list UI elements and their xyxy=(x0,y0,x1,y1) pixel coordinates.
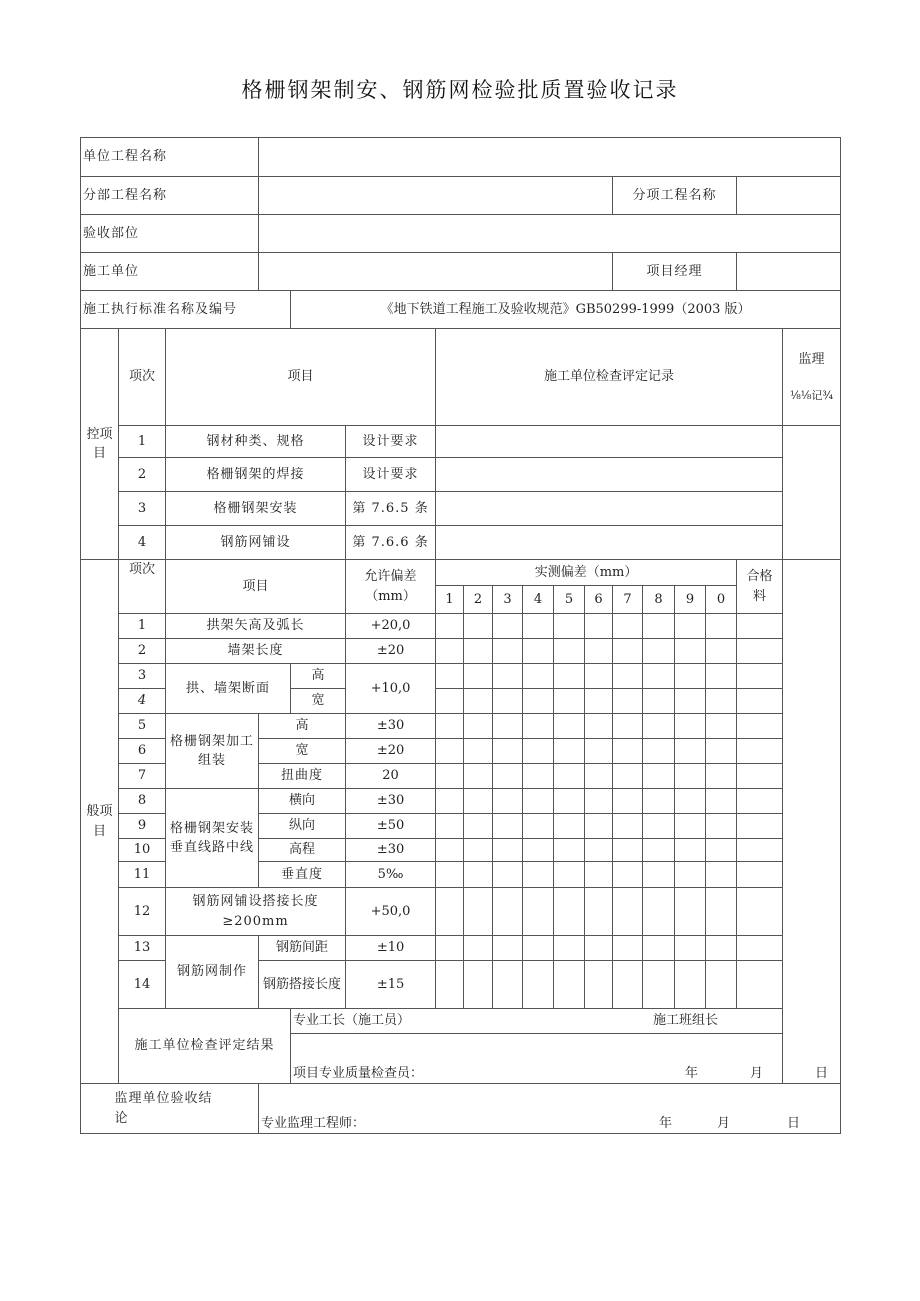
measure-cell[interactable] xyxy=(675,814,706,839)
measure-cell[interactable] xyxy=(523,614,554,639)
pass-cell[interactable] xyxy=(737,936,783,961)
measure-cell[interactable] xyxy=(643,764,675,789)
measure-cell[interactable] xyxy=(675,789,706,814)
measure-cell[interactable] xyxy=(436,862,464,888)
main-control-section-text: 控项目 xyxy=(86,426,113,461)
measure-cell[interactable] xyxy=(554,664,585,689)
measure-cell[interactable] xyxy=(464,961,493,1009)
main-row-requirement: 设计要求 xyxy=(346,426,436,458)
measure-cell[interactable] xyxy=(493,614,523,639)
measure-cell[interactable] xyxy=(523,664,554,689)
measure-cell[interactable] xyxy=(613,739,643,764)
measure-cell[interactable] xyxy=(554,862,585,888)
general-col-pass xyxy=(737,560,783,614)
general-col-item: 项目 xyxy=(166,560,346,614)
measure-cell[interactable] xyxy=(613,888,643,936)
pass-cell[interactable] xyxy=(737,961,783,1009)
measure-col-6: 6 xyxy=(585,586,613,614)
pass-cell[interactable] xyxy=(737,862,783,888)
quality-inspector-row[interactable] xyxy=(291,1034,841,1084)
main-control-col-item: 项目 xyxy=(166,329,436,426)
general-row xyxy=(81,888,841,936)
measure-cell[interactable] xyxy=(436,689,464,714)
measure-cell[interactable] xyxy=(436,714,464,739)
general-row-group: 拱、墙架断面 xyxy=(166,664,291,714)
measure-cell[interactable] xyxy=(613,789,643,814)
measure-cell[interactable] xyxy=(643,664,675,689)
measure-cell[interactable] xyxy=(436,839,464,862)
general-row-tolerance: 20 xyxy=(346,764,436,789)
pass-cell[interactable] xyxy=(737,764,783,789)
measure-cell[interactable] xyxy=(643,689,675,714)
general-row-group xyxy=(166,789,259,888)
measure-cell[interactable] xyxy=(554,689,585,714)
date-day: 日 xyxy=(787,1115,801,1131)
measure-cell[interactable] xyxy=(554,961,585,1009)
general-row-tolerance: ±30 xyxy=(346,789,436,814)
general-row-sub: 宽 xyxy=(259,739,346,764)
general-row-group: 钢筋网制作 xyxy=(166,936,259,1009)
measure-cell[interactable] xyxy=(523,764,554,789)
supervision-label xyxy=(81,1084,259,1134)
measure-cell[interactable] xyxy=(436,614,464,639)
record-table xyxy=(80,137,841,1134)
general-row-tolerance: ±10 xyxy=(346,936,436,961)
measure-cell[interactable] xyxy=(493,814,523,839)
general-row-group-text: 格栅钢架加工组装 xyxy=(170,733,255,768)
main-control-col-supervision xyxy=(783,329,841,426)
measure-cell[interactable] xyxy=(523,839,554,862)
acceptance-part-label: 验收部位 xyxy=(81,215,259,253)
general-row-no: 7 xyxy=(119,764,166,789)
measure-cell[interactable] xyxy=(585,936,613,961)
construction-unit-field[interactable] xyxy=(259,253,613,291)
measure-cell[interactable] xyxy=(464,814,493,839)
measure-cell[interactable] xyxy=(493,862,523,888)
measure-cell[interactable] xyxy=(585,714,613,739)
pass-cell[interactable] xyxy=(737,814,783,839)
measure-cell[interactable] xyxy=(464,936,493,961)
measure-cell[interactable] xyxy=(493,936,523,961)
measure-cell[interactable] xyxy=(436,936,464,961)
measure-cell[interactable] xyxy=(675,764,706,789)
supervision-engineer-label: 专业监理工程师： xyxy=(261,1115,366,1131)
measure-cell[interactable] xyxy=(706,714,737,739)
measure-cell[interactable] xyxy=(464,862,493,888)
measure-cell[interactable] xyxy=(436,664,464,689)
main-control-col-record: 施工单位检查评定记录 xyxy=(436,329,783,426)
measure-cell[interactable] xyxy=(523,888,554,936)
general-col-index: 项次 xyxy=(119,560,166,614)
measure-cell[interactable] xyxy=(585,764,613,789)
measure-cell[interactable] xyxy=(554,789,585,814)
general-row-tolerance: ±30 xyxy=(346,839,436,862)
measure-cell[interactable] xyxy=(436,888,464,936)
measure-cell[interactable] xyxy=(675,614,706,639)
measure-cell[interactable] xyxy=(706,639,737,664)
measure-cell[interactable] xyxy=(706,739,737,764)
general-row-no: 11 xyxy=(119,862,166,888)
general-row-sub: 高 xyxy=(291,664,346,689)
general-supervision-field[interactable] xyxy=(783,560,841,1084)
general-row-no: 12 xyxy=(119,888,166,936)
general-row-sub: 垂直度 xyxy=(259,862,346,888)
main-control-section-label xyxy=(81,329,119,560)
general-section-text: 般项目 xyxy=(86,804,113,839)
measure-cell[interactable] xyxy=(613,936,643,961)
general-row-no: 14 xyxy=(119,961,166,1009)
measure-cell[interactable] xyxy=(523,936,554,961)
measure-cell[interactable] xyxy=(706,888,737,936)
measure-cell[interactable] xyxy=(643,639,675,664)
subitem-project-label: 分项工程名称 xyxy=(613,177,737,215)
general-row xyxy=(81,614,841,639)
main-row-item: 钢材种类、规格 xyxy=(166,426,346,458)
general-row-tolerance: ±15 xyxy=(346,961,436,1009)
measure-cell[interactable] xyxy=(675,888,706,936)
general-row-no: 13 xyxy=(119,936,166,961)
measure-col-2: 2 xyxy=(464,586,493,614)
main-row-record-field[interactable] xyxy=(436,458,783,492)
pass-cell[interactable] xyxy=(737,789,783,814)
pass-cell[interactable] xyxy=(737,639,783,664)
measure-cell[interactable] xyxy=(706,664,737,689)
supervision-line2: ⅛⅛记¾ xyxy=(790,388,834,402)
measure-cell[interactable] xyxy=(643,839,675,862)
supervision-text: 监理单位验收结论 xyxy=(114,1091,213,1126)
measure-cell[interactable] xyxy=(436,739,464,764)
general-row-sub: 高 xyxy=(259,714,346,739)
general-row-tolerance: 5‰ xyxy=(346,862,436,888)
date-day: 日 xyxy=(815,1065,829,1081)
measure-cell[interactable] xyxy=(464,839,493,862)
general-row-tolerance: +20,0 xyxy=(346,614,436,639)
main-row-record-field[interactable] xyxy=(436,426,783,458)
measure-cell[interactable] xyxy=(464,664,493,689)
measure-cell[interactable] xyxy=(554,888,585,936)
measure-cell[interactable] xyxy=(493,888,523,936)
measure-cell[interactable] xyxy=(493,739,523,764)
general-row-sub: 纵向 xyxy=(259,814,346,839)
measure-col-1: 1 xyxy=(436,586,464,614)
measure-cell[interactable] xyxy=(523,789,554,814)
measure-cell[interactable] xyxy=(493,639,523,664)
general-row-no: 5 xyxy=(119,714,166,739)
measure-col-4: 4 xyxy=(523,586,554,614)
measure-cell[interactable] xyxy=(585,839,613,862)
measure-cell[interactable] xyxy=(675,664,706,689)
measure-cell[interactable] xyxy=(675,839,706,862)
main-row-no: 3 xyxy=(119,492,166,526)
pass-cell[interactable] xyxy=(737,839,783,862)
date-year: 年 xyxy=(659,1115,673,1131)
general-row-no: 2 xyxy=(119,639,166,664)
measure-col-9: 9 xyxy=(675,586,706,614)
measure-cell[interactable] xyxy=(675,961,706,1009)
main-row-record-field[interactable] xyxy=(436,492,783,526)
measure-cell[interactable] xyxy=(554,814,585,839)
date-month: 月 xyxy=(750,1065,764,1081)
standard-value: 《地下铁道工程施工及验收规范》GB50299-1999（2003 版） xyxy=(291,291,841,329)
general-row xyxy=(81,714,841,739)
general-row-no: 8 xyxy=(119,789,166,814)
main-row-requirement: 设计要求 xyxy=(346,458,436,492)
main-row-no: 2 xyxy=(119,458,166,492)
supervision-line1: 监理 xyxy=(798,352,825,367)
general-row-tolerance: +50,0 xyxy=(346,888,436,936)
pass-cell[interactable] xyxy=(737,739,783,764)
measure-cell[interactable] xyxy=(554,764,585,789)
measure-cell[interactable] xyxy=(523,862,554,888)
measure-cell[interactable] xyxy=(436,639,464,664)
date-year: 年 xyxy=(685,1065,699,1081)
measure-cell[interactable] xyxy=(613,839,643,862)
measure-cell[interactable] xyxy=(613,714,643,739)
pass-cell[interactable] xyxy=(737,614,783,639)
measure-cell[interactable] xyxy=(613,862,643,888)
measure-col-7: 7 xyxy=(613,586,643,614)
unit-project-field[interactable] xyxy=(259,138,841,177)
measure-cell[interactable] xyxy=(643,789,675,814)
measure-cell[interactable] xyxy=(706,814,737,839)
measure-cell[interactable] xyxy=(554,936,585,961)
measure-cell[interactable] xyxy=(585,789,613,814)
general-row-no: 10 xyxy=(119,839,166,862)
measure-cell[interactable] xyxy=(585,888,613,936)
measure-cell[interactable] xyxy=(493,689,523,714)
general-row-sub-text: 钢筋搭接长度 xyxy=(263,976,342,992)
measure-cell[interactable] xyxy=(643,814,675,839)
measure-cell[interactable] xyxy=(706,614,737,639)
measure-cell[interactable] xyxy=(613,764,643,789)
measure-cell[interactable] xyxy=(675,714,706,739)
general-row-tolerance: ±50 xyxy=(346,814,436,839)
measure-cell[interactable] xyxy=(523,714,554,739)
measure-cell[interactable] xyxy=(436,789,464,814)
quality-inspector-label: 项目专业质量检查员： xyxy=(293,1065,424,1081)
measure-cell[interactable] xyxy=(643,888,675,936)
measure-cell[interactable] xyxy=(585,961,613,1009)
measure-cell[interactable] xyxy=(585,739,613,764)
general-row-no: 4 xyxy=(119,689,166,714)
measure-cell[interactable] xyxy=(464,888,493,936)
main-row-item: 格栅钢架的焊接 xyxy=(166,458,346,492)
division-project-field[interactable] xyxy=(259,177,613,215)
measure-cell[interactable] xyxy=(706,862,737,888)
measure-cell[interactable] xyxy=(554,639,585,664)
measure-col-5: 5 xyxy=(554,586,585,614)
general-row-sub: 宽 xyxy=(291,689,346,714)
measure-cell[interactable] xyxy=(613,614,643,639)
measure-cell[interactable] xyxy=(675,936,706,961)
measure-cell[interactable] xyxy=(675,639,706,664)
project-manager-label: 项目经理 xyxy=(613,253,737,291)
general-col-tolerance: 允许偏差（mm） xyxy=(346,560,436,614)
measure-cell[interactable] xyxy=(523,961,554,1009)
general-row-group-text: 格栅钢架安装垂直线路中线 xyxy=(170,820,255,855)
measure-cell[interactable] xyxy=(493,789,523,814)
measure-cell[interactable] xyxy=(585,689,613,714)
measure-cell[interactable] xyxy=(493,664,523,689)
acceptance-part-field[interactable] xyxy=(259,215,841,253)
measure-cell[interactable] xyxy=(675,862,706,888)
team-leader-label: 施工班组长 xyxy=(653,1013,719,1029)
general-row-tolerance: ±20 xyxy=(346,739,436,764)
general-col-pass-text: 合格料 xyxy=(746,569,773,604)
general-row-tolerance: ±20 xyxy=(346,639,436,664)
measure-cell[interactable] xyxy=(585,862,613,888)
general-row-sub: 扭曲度 xyxy=(259,764,346,789)
measure-cell[interactable] xyxy=(523,639,554,664)
subitem-project-field[interactable] xyxy=(737,177,841,215)
general-row-tolerance: ±30 xyxy=(346,714,436,739)
measure-cell[interactable] xyxy=(675,689,706,714)
measure-cell[interactable] xyxy=(464,789,493,814)
measure-cell[interactable] xyxy=(613,639,643,664)
measure-cell[interactable] xyxy=(585,639,613,664)
measure-cell[interactable] xyxy=(643,961,675,1009)
measure-cell[interactable] xyxy=(706,689,737,714)
division-project-label: 分部工程名称 xyxy=(81,177,259,215)
measure-cell[interactable] xyxy=(436,961,464,1009)
general-row xyxy=(81,639,841,664)
measure-cell[interactable] xyxy=(613,814,643,839)
foreman-label: 专业工长（施工员） xyxy=(293,1013,411,1029)
general-row-sub: 高程 xyxy=(259,839,346,862)
measure-cell[interactable] xyxy=(554,714,585,739)
measure-cell[interactable] xyxy=(464,764,493,789)
general-row-no: 9 xyxy=(119,814,166,839)
measure-cell[interactable] xyxy=(706,961,737,1009)
measure-cell[interactable] xyxy=(493,961,523,1009)
standard-label: 施工执行标准名称及编号 xyxy=(81,291,291,329)
measure-cell[interactable] xyxy=(585,814,613,839)
foreman-row[interactable] xyxy=(291,1009,841,1034)
measure-cell[interactable] xyxy=(643,936,675,961)
general-row-item: 拱架矢高及弧长 xyxy=(166,614,346,639)
measure-cell[interactable] xyxy=(585,664,613,689)
pass-cell[interactable] xyxy=(737,714,783,739)
pass-cell[interactable] xyxy=(737,689,783,714)
general-row-group xyxy=(166,714,259,789)
measure-cell[interactable] xyxy=(643,714,675,739)
general-section-label xyxy=(81,560,119,1084)
main-row-no: 1 xyxy=(119,426,166,458)
date-month: 月 xyxy=(717,1115,731,1131)
measure-cell[interactable] xyxy=(464,614,493,639)
measure-cell[interactable] xyxy=(464,639,493,664)
general-row-no: 6 xyxy=(119,739,166,764)
general-col-measured: 实测偏差（mm） xyxy=(436,560,737,586)
measure-cell[interactable] xyxy=(554,839,585,862)
general-row-sub xyxy=(259,961,346,1009)
general-row xyxy=(81,936,841,961)
measure-cell[interactable] xyxy=(493,839,523,862)
measure-cell[interactable] xyxy=(464,689,493,714)
measure-cell[interactable] xyxy=(643,739,675,764)
inspection-record-form xyxy=(80,137,840,1134)
measure-cell[interactable] xyxy=(613,689,643,714)
main-row-item: 钢筋网铺设 xyxy=(166,526,346,560)
main-supervision-field[interactable] xyxy=(783,426,841,560)
main-row-item: 格栅钢架安装 xyxy=(166,492,346,526)
general-row xyxy=(81,789,841,814)
main-row-no: 4 xyxy=(119,526,166,560)
measure-cell[interactable] xyxy=(613,664,643,689)
contractor-result-text: 施工单位检查评定结果 xyxy=(134,1038,275,1054)
measure-cell[interactable] xyxy=(675,739,706,764)
general-row-sub: 横向 xyxy=(259,789,346,814)
measure-cell[interactable] xyxy=(554,739,585,764)
project-manager-field[interactable] xyxy=(737,253,841,291)
unit-project-label: 单位工程名称 xyxy=(81,138,259,177)
measure-col-10: 0 xyxy=(706,586,737,614)
general-row-item xyxy=(166,888,346,936)
measure-cell[interactable] xyxy=(464,739,493,764)
general-row xyxy=(81,664,841,689)
general-row-sub: 钢筋间距 xyxy=(259,936,346,961)
measure-col-8: 8 xyxy=(643,586,675,614)
general-row-no: 3 xyxy=(119,664,166,689)
measure-cell[interactable] xyxy=(523,689,554,714)
measure-cell[interactable] xyxy=(643,614,675,639)
page-title: 格栅钢架制安、钢筋网检验批质置验收记录 xyxy=(241,78,679,102)
measure-cell[interactable] xyxy=(643,862,675,888)
measure-cell[interactable] xyxy=(613,961,643,1009)
measure-cell[interactable] xyxy=(706,936,737,961)
measure-col-3: 3 xyxy=(493,586,523,614)
measure-cell[interactable] xyxy=(493,714,523,739)
main-row-record-field[interactable] xyxy=(436,526,783,560)
supervision-engineer-row[interactable] xyxy=(259,1084,841,1134)
main-control-col-index: 项次 xyxy=(119,329,166,426)
measure-cell[interactable] xyxy=(464,714,493,739)
measure-cell[interactable] xyxy=(706,789,737,814)
measure-cell[interactable] xyxy=(585,614,613,639)
main-row-requirement: 第 7.6.6 条 xyxy=(346,526,436,560)
pass-cell[interactable] xyxy=(737,888,783,936)
general-row-item: 墙架长度 xyxy=(166,639,346,664)
measure-cell[interactable] xyxy=(436,814,464,839)
measure-cell[interactable] xyxy=(523,739,554,764)
measure-cell[interactable] xyxy=(706,839,737,862)
general-row-tolerance: +10,0 xyxy=(346,664,436,714)
measure-cell[interactable] xyxy=(554,614,585,639)
general-row-no: 1 xyxy=(119,614,166,639)
measure-cell[interactable] xyxy=(493,764,523,789)
measure-cell[interactable] xyxy=(436,764,464,789)
general-row-item-text: 钢筋网铺设搭接长度≥200mm xyxy=(192,894,319,929)
measure-cell[interactable] xyxy=(706,764,737,789)
main-row-requirement: 第 7.6.5 条 xyxy=(346,492,436,526)
pass-cell[interactable] xyxy=(737,664,783,689)
construction-unit-label: 施工单位 xyxy=(81,253,259,291)
contractor-result-label xyxy=(119,1009,291,1084)
measure-cell[interactable] xyxy=(523,814,554,839)
